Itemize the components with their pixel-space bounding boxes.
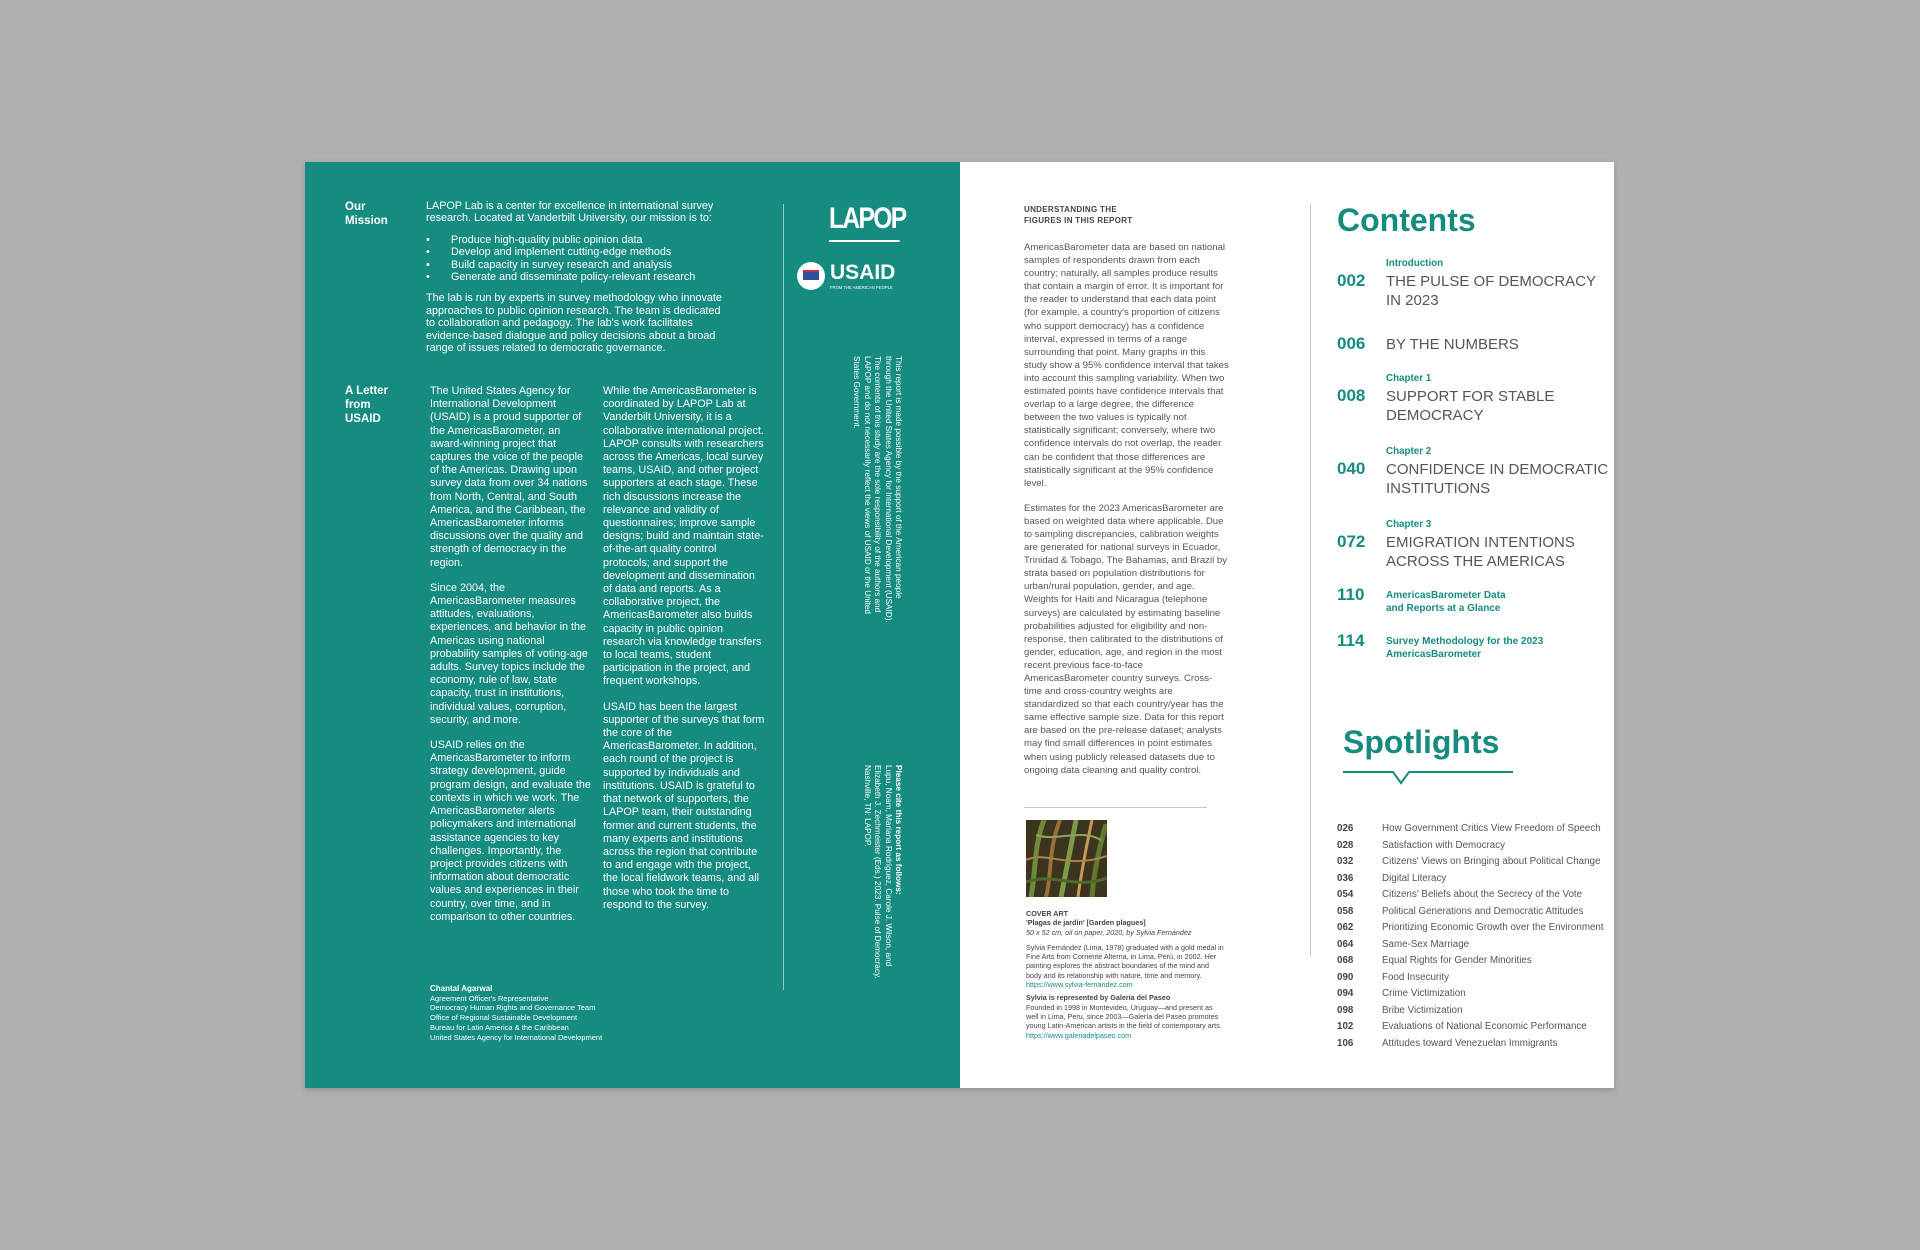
spotlight-item[interactable]: 106 Attitudes toward Venezuelan Immigrants — [1337, 1037, 1558, 1049]
mission-intro: LAPOP Lab is a center for excellence in international survey research. Located at Vanderbilt University, our mission is to: — [426, 200, 714, 225]
lapop-logo: LAPOP — [829, 202, 906, 235]
toc-entry-title[interactable]: AmericasBarometer Data and Reports at a Glance — [1386, 590, 1506, 614]
mission-list — [426, 234, 728, 284]
usaid-tagline: FROM THE AMERICAN PEOPLE — [830, 285, 893, 290]
toc-page-number: 110 — [1337, 585, 1365, 604]
toc-chapter-label: Chapter 2 — [1386, 446, 1432, 457]
cover-art-caption — [1026, 909, 1226, 1040]
toc-entry-title[interactable]: CONFIDENCE IN DEMOCRATIC INSTITUTIONS — [1386, 461, 1609, 497]
usaid-logo: USAID — [830, 261, 896, 284]
spotlight-item[interactable]: 062 Prioritizing Economic Growth over the Environment — [1337, 922, 1604, 933]
toc-page-number: 002 — [1337, 271, 1366, 290]
spotlight-item[interactable]: 058 Political Generations and Democratic Attitudes — [1337, 905, 1584, 917]
signatory-title: Office of Regional Sustainable Development — [430, 1013, 578, 1023]
letter-paragraph: Since 2004, the AmericasBarometer measures attitudes, evaluations, experiences, and behavior in the Americas using national probability samples of voting-age adults. Survey topics include the economy, rule of law, state capacity, trust in institutions, individual values, corruption, security, and more. — [430, 581, 588, 726]
spotlight-item[interactable]: 090 Food Insecurity — [1337, 971, 1449, 983]
artist-website-link[interactable]: https://www.sylvia-fernandez.com — [1026, 980, 1133, 990]
mission-item: • Generate and disseminate policy-relevant research — [426, 271, 728, 283]
toc-chapter-label: Chapter 3 — [1386, 519, 1432, 530]
signatory-name: Chantal Agarwal — [430, 984, 493, 993]
letter-paragraph: The United States Agency for International Development (USAID) is a proud supporter of the AmericasBarometer, an award-winning project that captures the voice of the people of the Americas. Drawing upon survey data from over 34 nations from North, Central, and South America, and the Caribbean, the AmericasBarometer informs discussions over the quality and strength of democracy in the region. — [430, 385, 588, 569]
gallery-heading: Sylvia is represented by Galería del Paseo — [1026, 993, 1171, 1003]
spotlight-item[interactable]: 102 Evaluations of National Economic Performance — [1337, 1021, 1587, 1032]
gallery-text: Founded in 1998 in Montevideo, Uruguay—and present as well in Lima, Peru, since 2003—Galería del Paseo promotes young Latin-American artists in the field of contemporary arts. https://www.galeriadelpaseo.com — [1026, 1002, 1222, 1040]
mission-item: • Produce high-quality public opinion data — [426, 234, 728, 246]
spotlight-item[interactable]: 032 Citizens' Views on Bringing about Political Change — [1337, 856, 1601, 867]
spotlight-item[interactable]: 068 Equal Rights for Gender Minorities — [1337, 955, 1532, 966]
letter-paragraph: USAID relies on the AmericasBarometer to inform strategy development, guide program design, and evaluate the contexts in which we work. The AmericasBarometer alerts policymakers and international assistance agencies to key challenges. Importantly, the project provides citizens with information about democratic values and experiences in their country, over time, and in comparison to other countries. — [430, 739, 591, 923]
contents-title: Contents — [1337, 202, 1476, 238]
spotlight-item[interactable]: 064 Same-Sex Marriage — [1337, 938, 1470, 950]
mission-item: • Develop and implement cutting-edge methods — [426, 246, 728, 258]
spotlight-item[interactable]: 026 How Government Critics View Freedom of Speech — [1337, 823, 1601, 834]
usaid-seal-icon — [797, 262, 825, 290]
toc-entry-title[interactable]: Survey Methodology for the 2023 AmericasBarometer — [1386, 636, 1544, 660]
cover-art-title: 'Plagas de jardín' [Garden plagues] — [1026, 918, 1146, 928]
citation-text: Lupu, Noam, Mariana Rodríguez, Carole J. Wilson, and Elizabeth J. Zechmeister (Eds.) 2023. Pulse of Democracy. Nashville, TN: LAPOP. — [862, 765, 893, 979]
toc-entry-title[interactable]: EMIGRATION INTENTIONS ACROSS THE AMERICAS — [1386, 534, 1575, 570]
toc-entry-title[interactable]: BY THE NUMBERS — [1386, 336, 1519, 353]
figures-heading: UNDERSTANDING THE FIGURES IN THIS REPORT — [1024, 205, 1133, 225]
figures-paragraph: AmericasBarometer data are based on national samples of respondents drawn from each country; naturally, all samples produce results that contain a margin of error. It is important for the reader to understand that each data point (for example, a country's proportion of citizens who support democracy) has a confidence interval, expressed in terms of a range surrounding that point. Many graphs in this study show a 95% confidence interval that takes into account this sampling variability. When two estimated points have confidence intervals that overlap to a large degree, the difference between the two values is typically not statistically significant; conversely, where two confidence intervals do not overlap, the reader can be confident that those differences are statistically significant at the 95% confidence level. — [1024, 242, 1229, 489]
toc-chapter-label: Chapter 1 — [1386, 373, 1432, 384]
letter-label: A Letter from USAID — [345, 385, 389, 425]
toc-entry-title[interactable]: SUPPORT FOR STABLE DEMOCRACY — [1386, 388, 1555, 424]
figures-explainer — [1024, 241, 1229, 789]
mission-label: Our Mission — [345, 201, 388, 227]
figures-paragraph: Estimates for the 2023 AmericasBarometer are based on weighted data where applicable. Due to sampling discrepancies, calibration weights are generated for national surveys in Ecuador, Trinidad & Tobago, The Bahamas, and Brazil by strata based on population distributions for urban/rural population, gender, and age. Weights for Haiti and Nicaragua (telephone surveys) are calculated by estimating baseline probabilities adjusted for eligibility and non-response, then calibrated to the distributions of gender, education, age, and region in the most recent previous face-to-face AmericasBarometer country surveys. Cross-time and cross-country weights are standardized so that each country/year has the same effective sample size. Data for this report are based on the pre-release dataset; analysts may find small differences in point estimates when using publicly released datasets due to ongoing data cleaning and quality control. — [1024, 502, 1228, 776]
letter-column-1 — [430, 385, 592, 936]
spotlight-item[interactable]: 094 Crime Victimization — [1337, 988, 1466, 999]
mission-section — [426, 200, 728, 354]
report-spread — [305, 162, 1614, 1088]
spotlights-title: Spotlights — [1343, 724, 1500, 760]
mission-closing: The lab is run by experts in survey methodology who innovate approaches to public opinion research. The team is dedicated to collaboration and pedagogy. The lab's work facilitates evidence-based dialogue and policy decisions about a broad range of issues related to democratic governance. — [426, 292, 722, 355]
signature-block — [430, 984, 602, 1042]
column-divider — [1310, 204, 1311, 956]
toc-page-number: 040 — [1337, 459, 1366, 478]
letter-column-2 — [603, 385, 765, 924]
toc-page-number: 072 — [1337, 532, 1366, 551]
artist-bio: Sylvia Fernández (Lima, 1978) graduated with a gold medal in Fine Arts from Corriente Alterna, in Lima, Perú, in 2002. Her painting explores the abstract boundaries of the mind and body and its relationship with nature, time and memory. https://www.sylvia-fernandez.com — [1026, 942, 1224, 990]
spotlight-item[interactable]: 036 Digital Literacy — [1337, 872, 1447, 884]
toc-page-number: 114 — [1337, 631, 1365, 650]
divider — [1024, 807, 1207, 808]
toc-page-number: 006 — [1337, 334, 1366, 353]
signatory-title: Democracy Human Rights and Governance Team — [430, 1003, 596, 1013]
cover-art-label: COVER ART — [1026, 909, 1069, 918]
citation-block — [861, 765, 903, 1000]
letter-paragraph: While the AmericasBarometer is coordinated by LAPOP Lab at Vanderbilt University, it is a collaborative international project. LAPOP consults with researchers across the Americas, local survey teams, USAID, and other project supporters at each stage. These rich discussions increase the relevance and validity of questionnaires; improve sample designs; build and maintain state-of-the-art quality control protocols; and support the development and dissemination of data and reports. As a collaborative project, the AmericasBarometer also builds capacity in public opinion research via knowledge transfers to local teams, student participation in the project, and frequent workshops. — [603, 385, 764, 688]
signatory-title: Bureau for Latin America & the Caribbean — [430, 1022, 569, 1032]
letter-paragraph: USAID has been the largest supporter of the surveys that form the core of the AmericasBarometer. In addition, each round of the project is supported by individuals and institutions. USAID is grateful to that network of supporters, the LAPOP team, their outstanding former and current students, the many experts and institutions across the region that contribute to and engage with the project, the local fieldwork teams, and all those who took the time to respond to the survey. — [603, 700, 765, 911]
toc-page-number: 008 — [1337, 386, 1366, 405]
funding-disclaimer: This report is made possible by the support of the American people through the United States Agency for International Development (USAID). The contents of this study are the sole responsibility of the authors and LAPOP and do not necessarily reflect the views of USAID or the United States Government. — [852, 356, 903, 623]
cover-art-image — [1026, 820, 1107, 897]
toc-entry-title[interactable]: THE PULSE OF DEMOCRACY IN 2023 — [1386, 273, 1596, 309]
toc-chapter-label: Introduction — [1386, 258, 1444, 269]
spotlight-item[interactable]: 098 Bribe Victimization — [1337, 1004, 1463, 1016]
cover-art-details: 50 x 52 cm, oil on paper, 2020, by Sylvia Fernández — [1026, 927, 1192, 937]
speech-bubble-underline-icon — [1343, 771, 1513, 785]
mission-item: • Build capacity in survey research and analysis — [426, 259, 728, 271]
column-divider — [783, 204, 784, 990]
signatory-title: United States Agency for International Development — [430, 1032, 603, 1042]
spotlight-item[interactable]: 054 Citizens' Beliefs about the Secrecy of the Vote — [1337, 889, 1583, 900]
inside-cover-page — [305, 162, 960, 1088]
gallery-website-link[interactable]: https://www.galeriadelpaseo.com — [1026, 1030, 1132, 1040]
signatory-title: Agreement Officer's Representative — [430, 993, 549, 1003]
citation-label: Please cite this report as follows: — [894, 765, 903, 895]
contents-page — [960, 162, 1614, 1088]
painting-leaves-icon — [1026, 820, 1107, 897]
spotlight-item[interactable]: 028 Satisfaction with Democracy — [1337, 839, 1506, 851]
